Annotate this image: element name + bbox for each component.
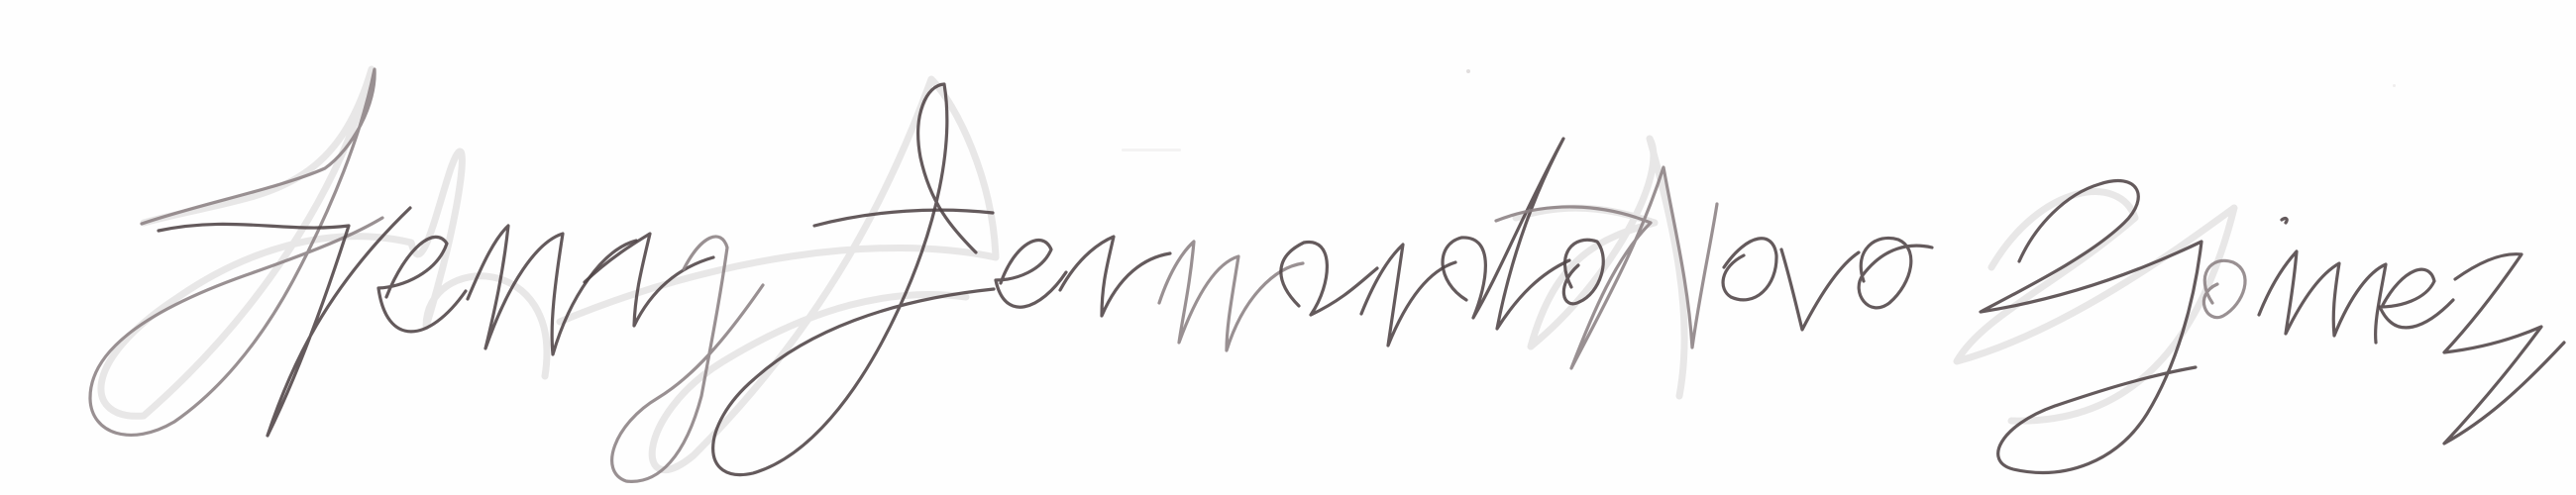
signature-shadow <box>101 69 2234 470</box>
signature-letter-n <box>468 226 636 354</box>
signature-letter-f-cross <box>814 210 993 226</box>
signature-letter-h-cross <box>159 208 410 436</box>
signature-letter-a <box>1281 242 1377 315</box>
signature-shadow-stroke <box>1957 192 2234 422</box>
signature-letter-n2 <box>1159 242 1303 350</box>
signature-letter-g <box>1981 181 2201 473</box>
signature-letter-m <box>2259 251 2386 343</box>
signature-letter-i-dot <box>2282 219 2287 223</box>
signature-letter-r2 <box>1060 237 1170 316</box>
signature-letter-o4 <box>2203 260 2245 317</box>
signature-shadow-stroke <box>101 69 547 416</box>
signature-letter-z <box>2444 254 2564 444</box>
signature-shadow-stroke <box>560 79 996 470</box>
signature-letter-v <box>1781 249 1859 330</box>
signature-letter-e2 <box>996 241 1066 308</box>
signature-strokes <box>90 69 2564 481</box>
signature-letter-e3 <box>2380 269 2453 328</box>
signature-letter-f-stem <box>713 84 994 475</box>
signature-letter-y <box>612 237 763 481</box>
signature-letter-o2 <box>1723 239 1776 300</box>
signature-letter-o3 <box>1859 238 1932 307</box>
